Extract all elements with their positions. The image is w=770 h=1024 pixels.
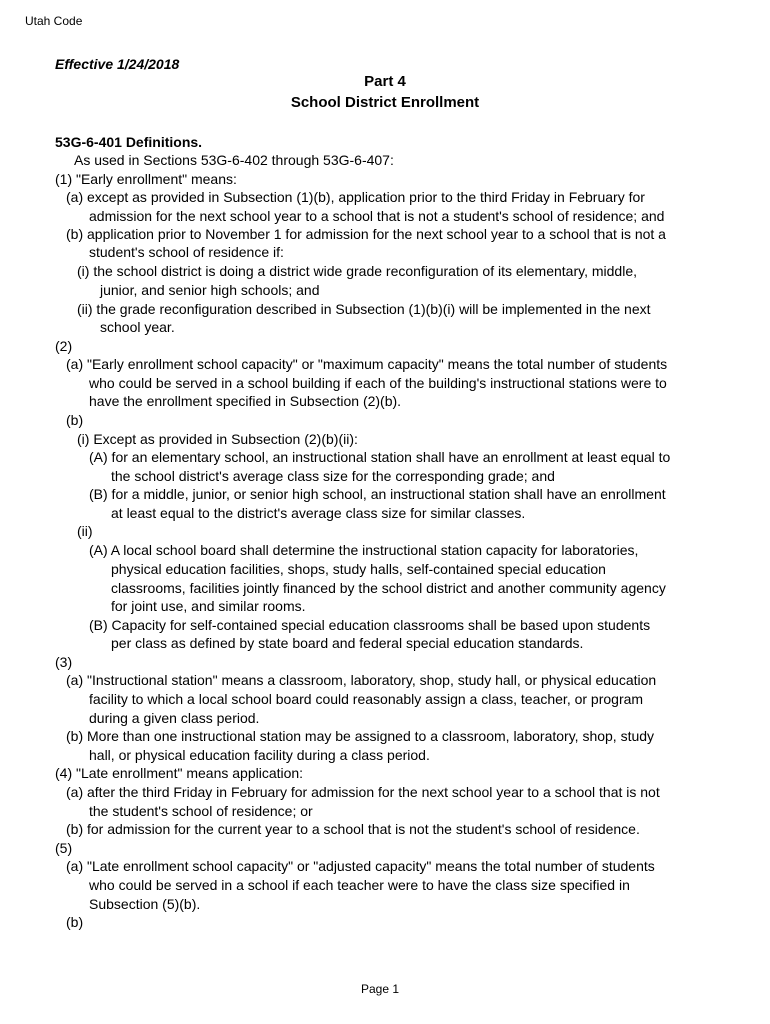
- text-line: (1) "Early enrollment" means:: [55, 171, 237, 187]
- text-line: school year.: [100, 319, 175, 335]
- text-line: (2): [55, 338, 73, 354]
- text-line: (A) for an elementary school, an instructional station shall have an enrollment at least equal to: [89, 449, 671, 465]
- text-line: (5): [55, 840, 73, 856]
- text-line: admission for the next school year to a school that is not a student's school of residence; and: [89, 208, 665, 224]
- text-line: (a) "Early enrollment school capacity" or "maximum capacity" means the total number of students: [66, 356, 668, 372]
- text-line: (A) A local school board shall determine the instructional station capacity for laboratories,: [89, 542, 639, 558]
- text-line: (b): [66, 914, 84, 930]
- text-line: (B) Capacity for self-contained special education classrooms shall be based upon students: [89, 617, 651, 633]
- text-line: (i) the school district is doing a district wide grade reconfiguration of its elementary, middle,: [77, 263, 637, 279]
- text-line: classrooms, facilities jointly financed by the school district and another community agency: [111, 580, 666, 596]
- text-line: (ii) the grade reconfiguration described in Subsection (1)(b)(i) will be implemented in the next: [77, 301, 651, 317]
- text-line: Subsection (5)(b).: [89, 896, 201, 912]
- section-heading: 53G-6-401 Definitions.: [55, 134, 203, 150]
- text-line: the school district's average class size for the corresponding grade; and: [111, 468, 555, 484]
- text-line: hall, or physical education facility during a class period.: [89, 747, 430, 763]
- part-number: Part 4: [364, 73, 406, 90]
- text-line: (b) application prior to November 1 for admission for the next school year to a school that is not a: [66, 226, 666, 242]
- part-title: School District Enrollment: [290, 94, 480, 111]
- text-line: who could be served in a school building if each of the building's instructional stations were to: [89, 375, 667, 391]
- text-line: who could be served in a school if each teacher were to have the class size specified in: [89, 877, 630, 893]
- text-line: at least equal to the district's average class size for similar classes.: [111, 505, 526, 521]
- text-line: (ii): [77, 523, 93, 539]
- page-number: Page 1: [360, 982, 400, 996]
- text-line: (4) "Late enrollment" means application:: [55, 765, 304, 781]
- text-line: As used in Sections 53G-6-402 through 53G-6-407:: [74, 152, 394, 168]
- document-header: Utah Code: [25, 14, 83, 28]
- text-line: during a given class period.: [89, 710, 260, 726]
- text-line: (3): [55, 654, 73, 670]
- text-line: junior, and senior high schools; and: [100, 282, 320, 298]
- text-line: physical education facilities, shops, study halls, self-contained special education: [111, 561, 606, 577]
- text-line: per class as defined by state board and federal special education standards.: [111, 635, 584, 651]
- text-line: student's school of residence if:: [89, 244, 284, 260]
- text-line: (b) More than one instructional station may be assigned to a classroom, laboratory, shop, study: [66, 728, 655, 744]
- text-line: the student's school of residence; or: [89, 803, 313, 819]
- text-line: (a) "Instructional station" means a classroom, laboratory, shop, study hall, or physical education: [66, 672, 657, 688]
- text-line: have the enrollment specified in Subsection (2)(b).: [89, 393, 402, 409]
- text-line: (a) except as provided in Subsection (1)(b), application prior to the third Friday in February for: [66, 189, 645, 205]
- effective-date: Effective 1/24/2018: [55, 56, 180, 72]
- text-line: for joint use, and similar rooms.: [111, 598, 306, 614]
- text-line: (a) "Late enrollment school capacity" or "adjusted capacity" means the total number of students: [66, 858, 655, 874]
- text-line: (B) for a middle, junior, or senior high school, an instructional station shall have an enrollment: [89, 486, 666, 502]
- text-line: facility to which a local school board could reasonably assign a class, teacher, or program: [89, 691, 644, 707]
- text-line: (i) Except as provided in Subsection (2)(b)(ii):: [77, 431, 358, 447]
- text-line: (b): [66, 412, 84, 428]
- text-line: (a) after the third Friday in February for admission for the next school year to a school that is not: [66, 784, 660, 800]
- text-line: (b) for admission for the current year to a school that is not the student's school of residence.: [66, 821, 640, 837]
